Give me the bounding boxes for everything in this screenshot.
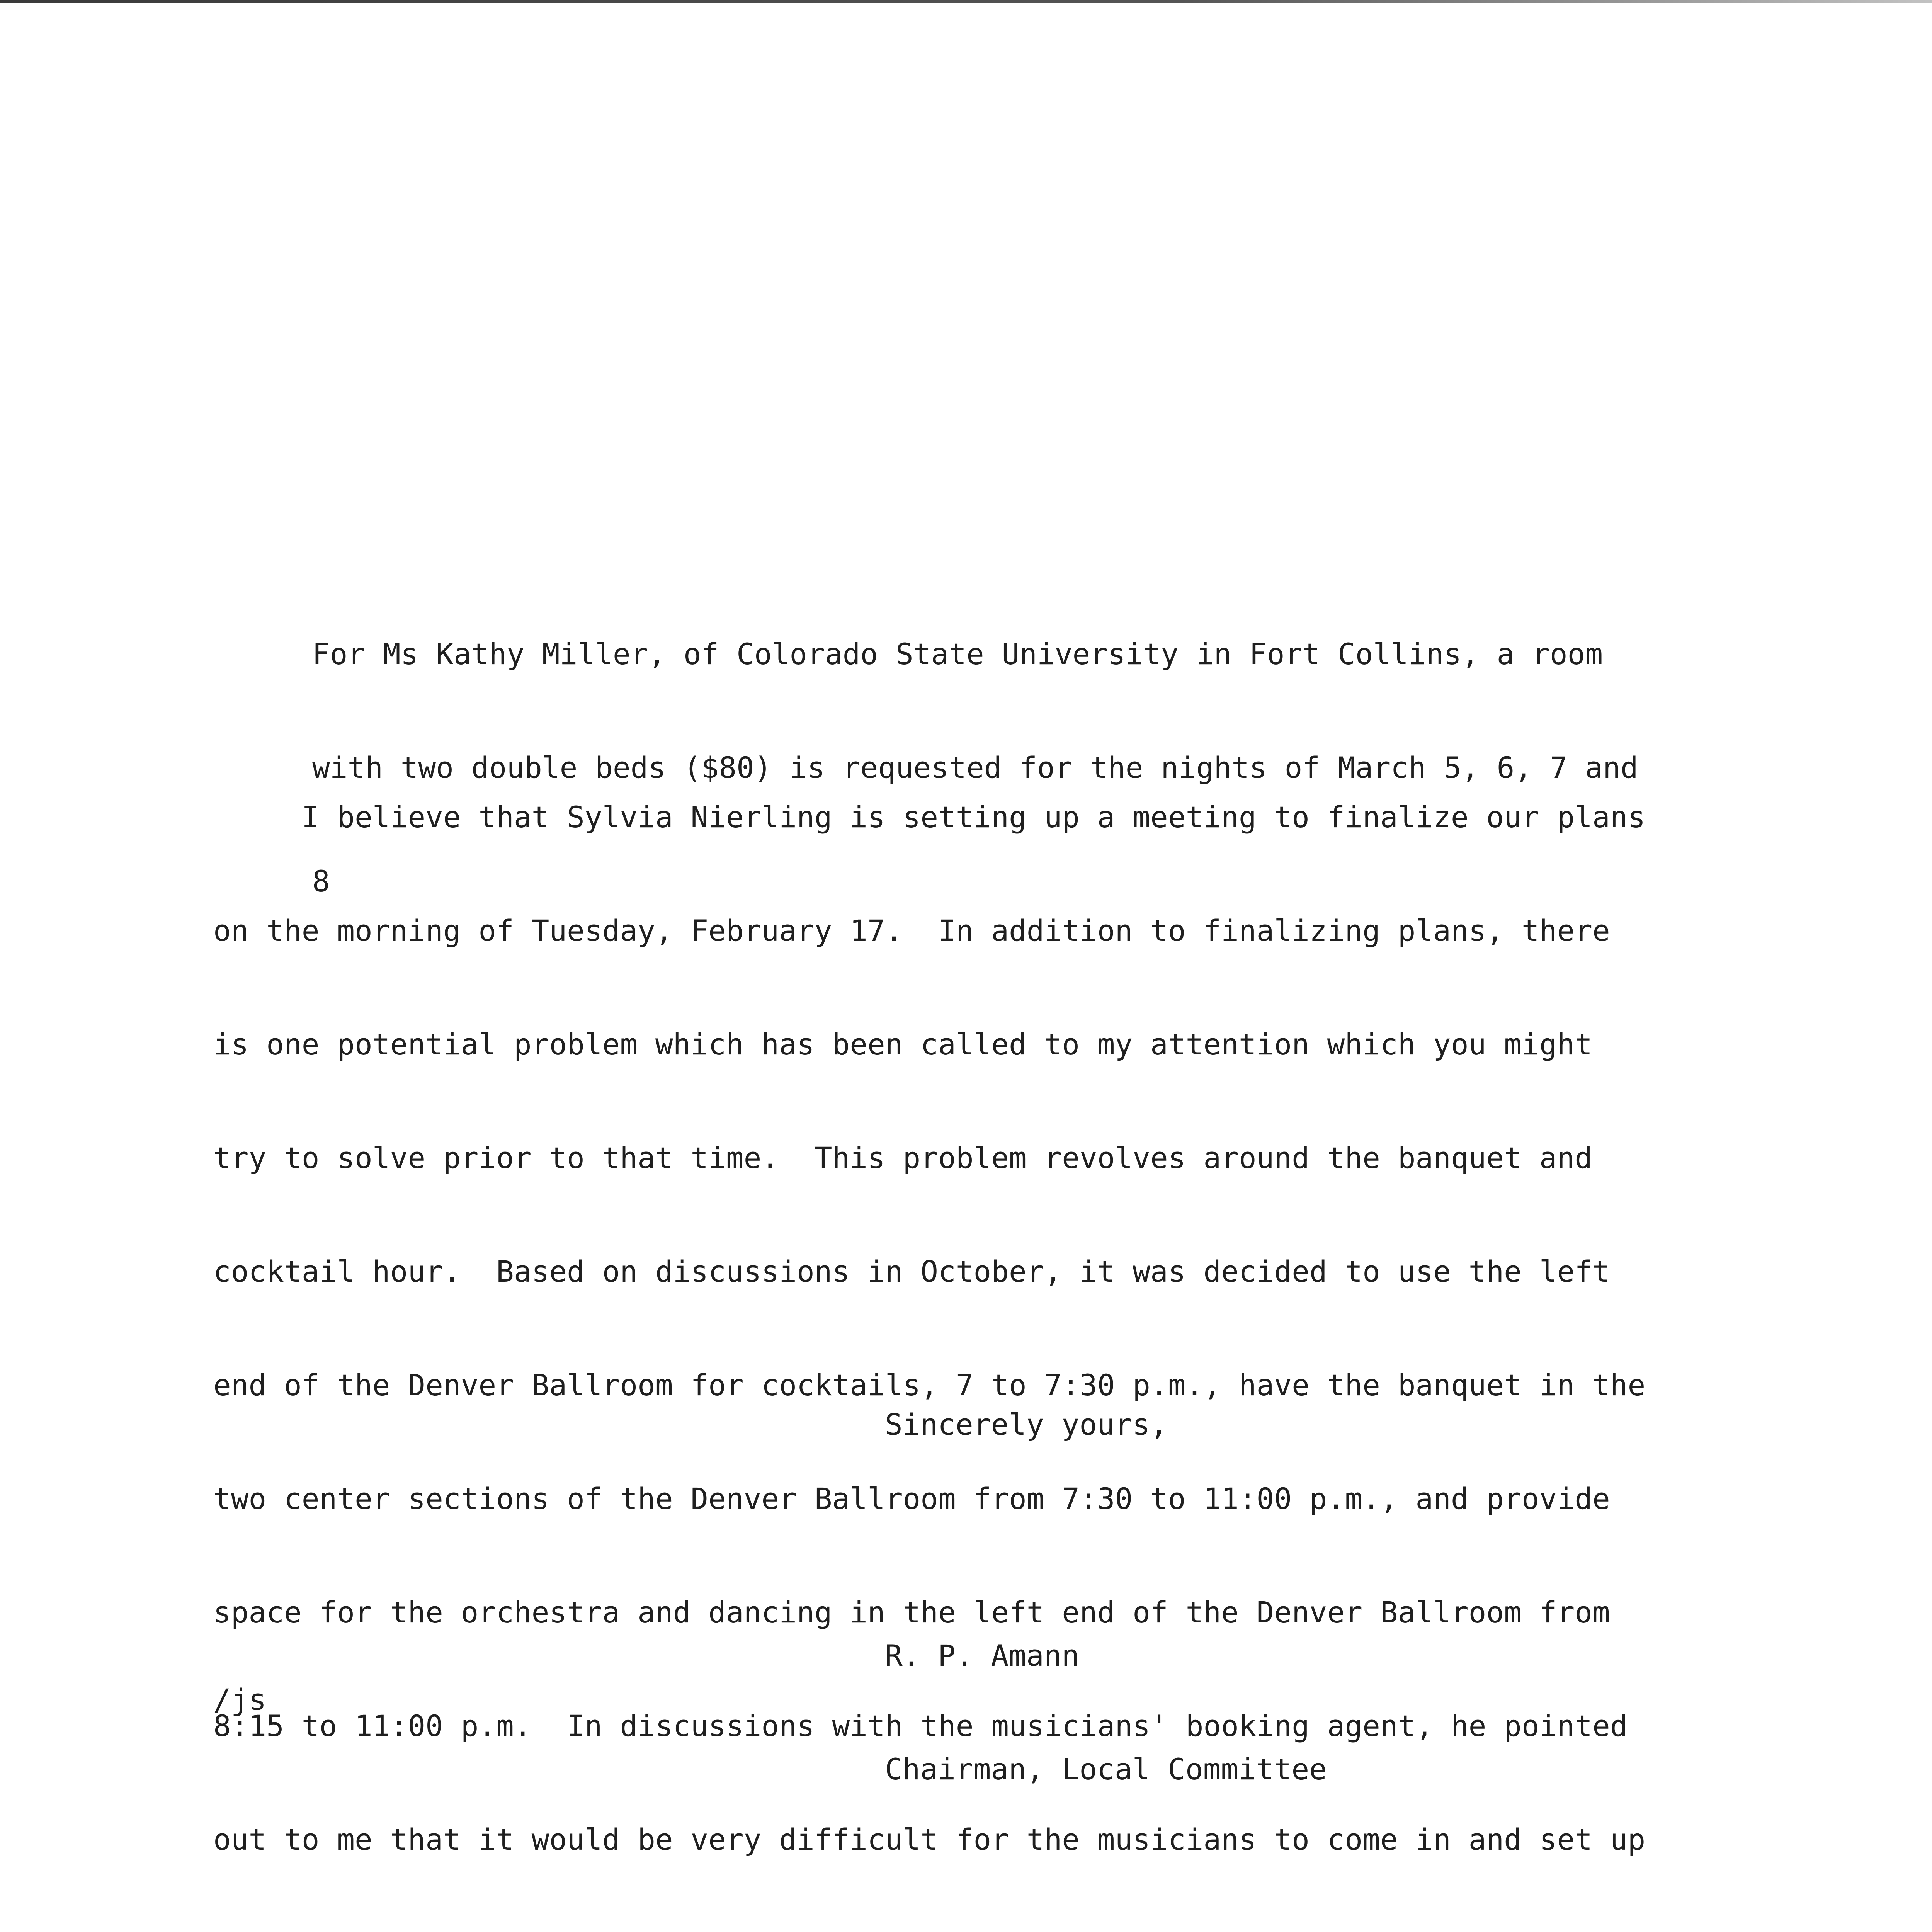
typist-initials: /js [213,1682,267,1717]
paragraph-line: 8 [312,864,330,898]
paragraph-line: try to solve prior to that time. This problem revolves around the banquet and [213,1141,1592,1175]
paragraph-line: end of the Denver Ballroom for cocktails, 7 to 7:30 p.m., have the banquet in the [213,1368,1646,1402]
top-scan-rule [0,0,1932,3]
paragraph-line: space for the orchestra and dancing in the left end of the Denver Ballroom from [213,1595,1610,1629]
paragraph-line: I believe that Sylvia Nierling is setting up a meeting to finalize our plans [213,800,1646,834]
signature-block [885,1561,1327,1826]
paragraph-line: 8:15 to 11:00 p.m. In discussions with the musicians' booking agent, he pointed [213,1709,1628,1743]
paragraph-line: out to me that it would be very difficult for the musicians to come in and set up [213,1822,1646,1857]
paragraph-line: cocktail hour. Based on discussions in October, it was decided to use the left [213,1254,1610,1289]
paragraph-line: For Ms Kathy Miller, of Colorado State University in Fort Collins, a room [312,637,1603,671]
paragraph-line: is one potential problem which has been called to my attention which you might [213,1027,1592,1061]
paragraph-line: with two double beds ($80) is requested for the nights of March 5, 6, 7 and [312,750,1638,785]
complimentary-close: Sincerely yours, [885,1407,1168,1442]
paragraph-line: on the morning of Tuesday, February 17. In addition to finalizing plans, there [213,913,1610,948]
paragraph-line: two center sections of the Denver Ballroom from 7:30 to 11:00 p.m., and provide [213,1481,1610,1516]
signer-name: R. P. Amann [885,1638,1080,1673]
signer-title: Chairman, Local Committee [885,1752,1327,1786]
